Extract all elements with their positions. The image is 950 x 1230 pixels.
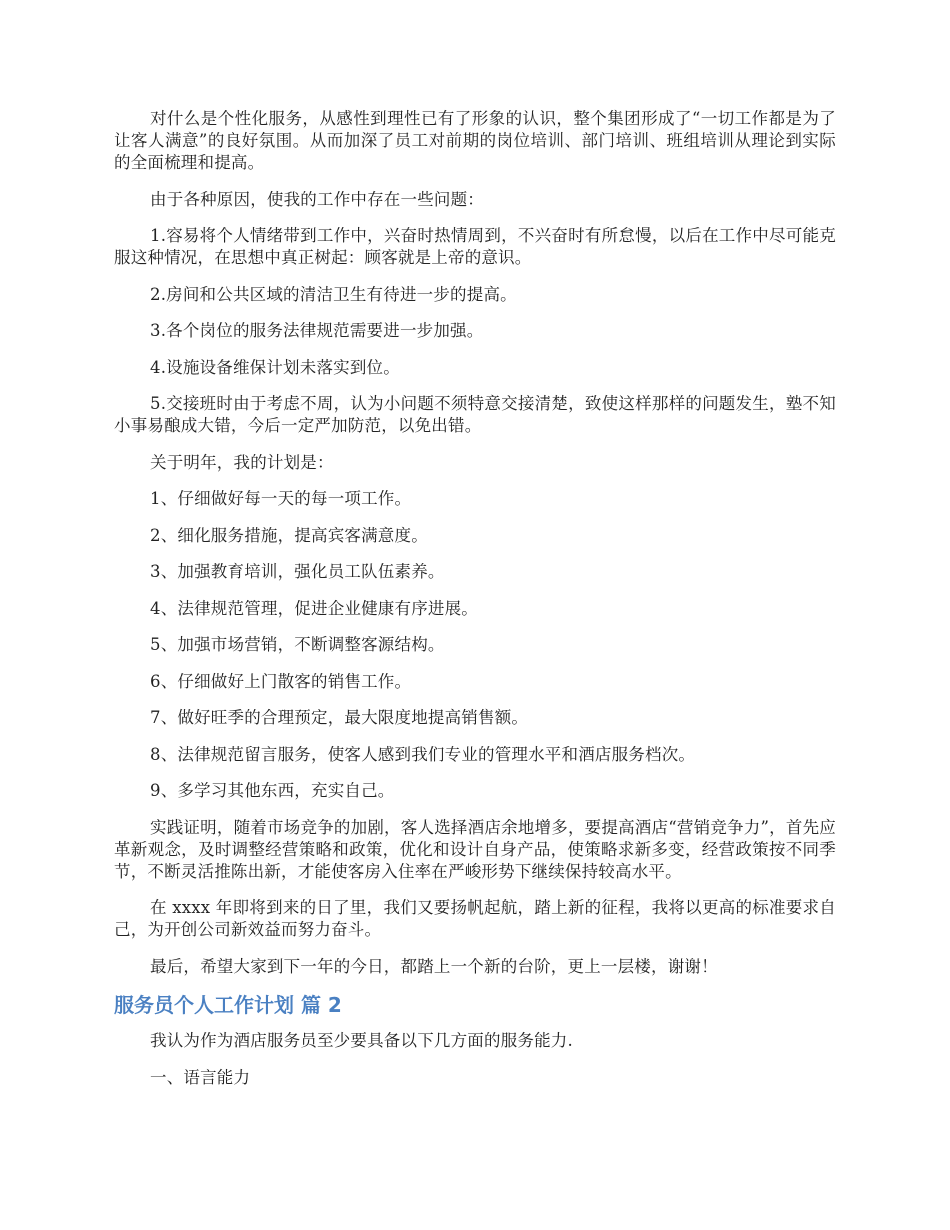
body-paragraph: 最后，希望大家到下一年的今日，都踏上一个新的台阶，更上一层楼，谢谢！ — [150, 956, 718, 976]
problem-item-3: 3.各个岗位的服务法律规范需要进一步加强。 — [150, 321, 484, 340]
plan-item-3: 3、加强教育培训，强化员工队伍素养。 — [150, 562, 445, 581]
plan-item-2: 2、细化服务措施，提高宾客满意度。 — [150, 525, 428, 545]
problem-item-2: 2.房间和公共区域的清洁卫生有待进一步的提高。 — [150, 284, 517, 304]
plan-item-1: 1、仔细做好每一天的每一项工作。 — [150, 489, 412, 508]
plan-item-8: 8、法律规范留言服务，使客人感到我们专业的管理水平和酒店服务档次。 — [150, 744, 696, 764]
plan-item-7: 7、做好旺季的合理预定，最大限度地提高销售额。 — [150, 708, 529, 727]
plan-item-5: 5、加强市场营销，不断调整客源结构。 — [150, 635, 445, 654]
body-paragraph: 我认为作为酒店服务员至少要具备以下几方面的服务能力. — [150, 1031, 573, 1050]
body-paragraph: 关于明年，我的计划是： — [150, 452, 334, 472]
section-heading: 服务员个人工作计划 篇 2 — [114, 993, 342, 1017]
body-paragraph: 实践证明，随着市场竞争的加剧，客人选择酒店余地增多，要提高酒店“营销竞争力”，首先应革新观念，及时调整经营策略和政策，优化和设计自身产品，使策略求新多变，经营政策按不同季节，不断灵活推陈出新，才能使客房入住率在严峻形势下继续保持较高水平。 — [114, 817, 836, 881]
plan-item-4: 4、法律规范管理，促进企业健康有序进展。 — [150, 598, 478, 618]
problem-item-1: 1.容易将个人情绪带到工作中，兴奋时热情周到，不兴奋时有所怠慢，以后在工作中尽可能克服这种情况，在思想中真正树起：顾客就是上帝的意识。 — [114, 226, 836, 267]
body-paragraph: 在 xxxx 年即将到来的日了里，我们又要扬帆起航，踏上新的征程，我将以更高的标准要求自己，为开创公司新效益而努力奋斗。 — [114, 898, 836, 939]
document-page — [114, 108, 836, 1103]
problem-item-5: 5.交接班时由于考虑不周，认为小问题不须特意交接清楚，致使这样那样的问题发生，塾不知小事易酿成大错，今后一定严加防范，以免出错。 — [114, 394, 836, 435]
plan-item-6: 6、仔细做好上门散客的销售工作。 — [150, 671, 412, 691]
body-paragraph: 对什么是个性化服务，从感性到理性已有了形象的认识，整个集团形成了“一切工作都是为了让客人满意”的良好氛围。从而加深了员工对前期的岗位培训、部门培训、班组培训从理论到实际的全面梳理和提高。 — [114, 109, 836, 172]
problem-item-4: 4.设施设备维保计划未落实到位。 — [150, 357, 400, 377]
body-paragraph: 一、语言能力 — [150, 1067, 251, 1087]
plan-item-9: 9、多学习其他东西，充实自己。 — [150, 781, 395, 800]
body-paragraph: 由于各种原因，使我的工作中存在一些问题： — [150, 189, 484, 209]
